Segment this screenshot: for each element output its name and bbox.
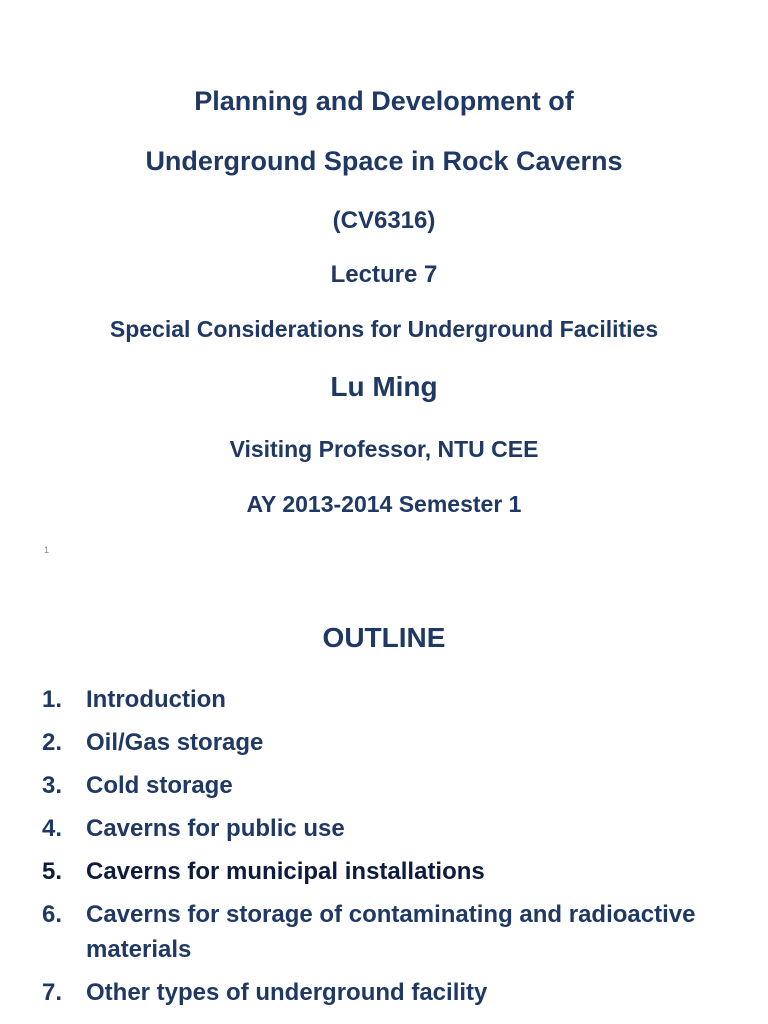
outline-item-number: 1. <box>42 686 63 713</box>
outline-item-number: 7. <box>42 979 63 1006</box>
outline-item-text: Other types of underground facility <box>86 979 488 1006</box>
outline-item-text: Caverns for storage of contaminating and radioactive materials <box>86 901 696 963</box>
outline-item <box>42 768 742 803</box>
outline-item-text: Caverns for public use <box>86 815 345 842</box>
title-line-2: Underground Space in Rock Caverns <box>145 146 623 176</box>
outline-item <box>42 975 742 1010</box>
outline-item-text: Cold storage <box>86 772 233 799</box>
outline-item-number: 2. <box>42 729 63 756</box>
outline-item-number: 5. <box>42 858 63 885</box>
outline-item-number: 6. <box>42 901 63 928</box>
outline-item <box>42 725 742 760</box>
title-line-1: Planning and Development of <box>194 86 574 116</box>
academic-term: AY 2013-2014 Semester 1 <box>246 491 522 517</box>
outline-item-text: Caverns for municipal installations <box>86 858 485 885</box>
outline-item <box>42 854 742 889</box>
outline-item-number: 4. <box>42 815 63 842</box>
outline-item <box>42 811 742 846</box>
author-affiliation: Visiting Professor, NTU CEE <box>229 436 539 462</box>
outline-item-text: Introduction <box>86 686 226 713</box>
outline-slide <box>0 580 768 1024</box>
outline-item <box>42 682 742 717</box>
lecture-subtitle: Special Considerations for Underground Facilities <box>109 316 659 342</box>
outline-item-text: Oil/Gas storage <box>86 729 264 756</box>
lecture-number: Lecture 7 <box>330 261 438 288</box>
course-code: (CV6316) <box>332 207 436 234</box>
page-number: 1 <box>44 545 50 555</box>
author-name: Lu Ming <box>330 371 438 402</box>
outline-heading: OUTLINE <box>322 622 446 653</box>
outline-item <box>42 897 742 967</box>
outline-list <box>42 682 742 1018</box>
outline-item-number: 3. <box>42 772 63 799</box>
